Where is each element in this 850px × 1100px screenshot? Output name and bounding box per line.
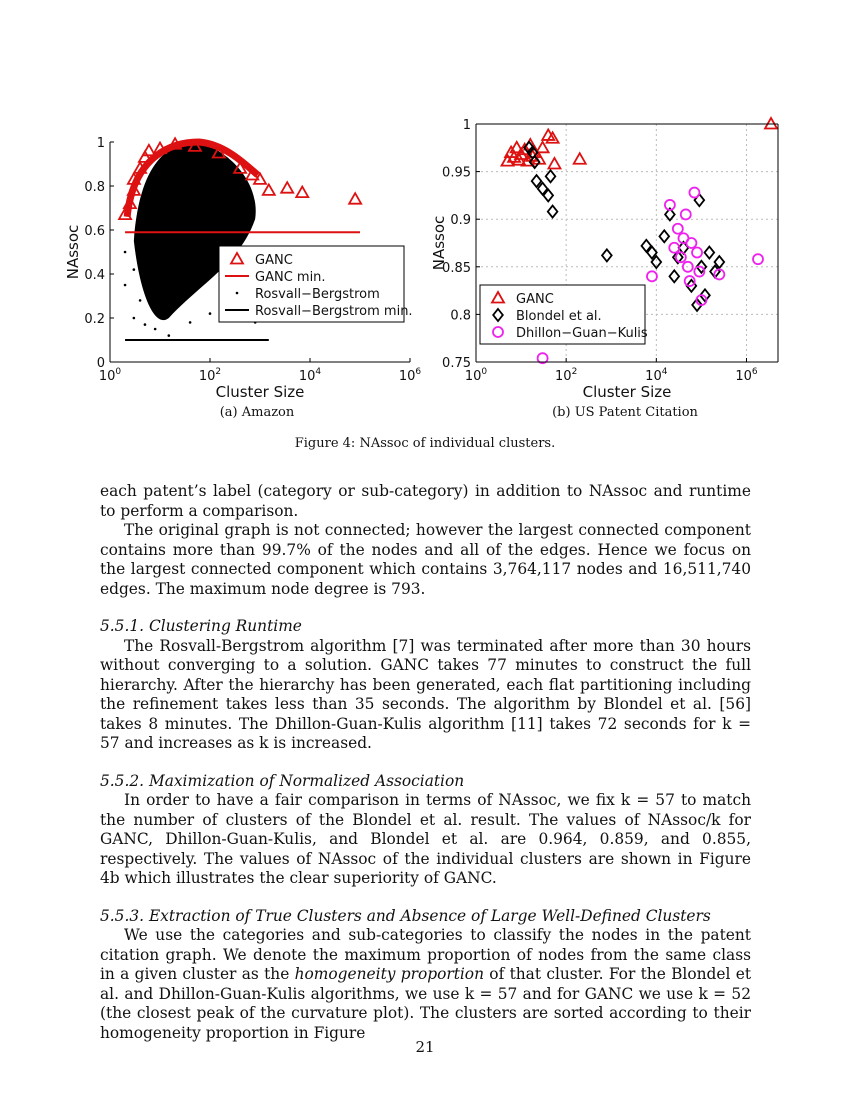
data-point [692,248,702,258]
subcaption-amazon: (a) Amazon [219,405,295,420]
data-point [705,247,715,259]
x-tick-label: $10^2$ [198,367,222,384]
paragraph-4: In order to have a fair comparison in terms of NAssoc, we fix k = 57 to match the number of clusters of the Blondel et al. result. The values of NAssoc/k for GANC, Dhillon-Guan-Kulis, and Blondel et al. are 0.964, 0.859, and 0.855, respectively. The values of NAssoc of the individual clusters are shown in Figure 4b which illustrates the clear superiority of GANC. [100,791,751,887]
data-point [189,321,192,324]
y-tick-label: 0.8 [450,308,471,324]
legend-label: Blondel et al. [516,309,602,324]
chart-us-patent [420,100,820,410]
paragraph-2: The original graph is not connected; however the largest connected component contains more than 99.7% of the nodes and all of the edges. Hence we focus on the largest connected component which contains 3,764,117 nodes and 16,511,740 edges. The maximum node degree is 793. [100,521,751,598]
y-tick-label: 0.85 [442,260,471,276]
y-tick-label: 0.75 [442,356,471,371]
y-axis-label: NAssoc [430,215,448,271]
section-heading-5-5-1: 5.5.1. Clustering Runtime [100,617,302,635]
data-point [669,270,679,282]
data-point [281,182,293,193]
data-point [144,323,147,326]
data-point [695,194,705,206]
x-tick-label: $10^6$ [398,367,422,384]
data-point [689,188,699,198]
section-heading-5-5-2: 5.5.2. Maximization of Normalized Association [100,771,465,790]
y-tick-label: 0.2 [84,312,105,327]
page-number: 21 [415,1038,435,1056]
legend-label: Dhillon−Guan−Kulis [516,326,648,341]
series-b-0 [502,118,778,168]
paragraph-5-part-2: of that cluster. For the Blondel et al. and Dhillon-Guan-Kulis algorithms, we use k = 57 and for GANC we use k = 52 (the closest peak of the curvature plot). The clusters are sorted according to their homogeneity proportion in Figure [100,965,752,1042]
data-point [686,238,696,248]
x-axis-label: Cluster Size [582,383,672,401]
x-tick-label: $10^0$ [464,367,488,384]
data-point [659,230,669,242]
legend-marker [236,292,239,295]
data-point [209,312,212,315]
data-point [546,170,556,182]
homogeneity-proportion-term: homogeneity proportion [294,965,484,983]
data-point [168,334,171,337]
data-point [139,299,142,302]
paragraph-1: each patent’s label (category or sub-category) in addition to NAssoc and runtime to perform a comparison. [100,482,751,520]
data-point [647,271,657,281]
figure-4 [0,100,850,460]
legend-label: Rosvall−Bergstrom min. [255,304,413,319]
y-tick-label: 0.4 [84,268,105,283]
data-point [124,284,127,287]
x-tick-label: $10^6$ [735,367,758,384]
legend [480,285,648,344]
paragraph-5-part-1: We use the categories and sub-categories to classify the nodes in the patent citation graph. We denote the maximum proportion of nodes from the same class in a given cluster as the [100,926,751,983]
y-tick-label: 0.8 [84,180,105,195]
y-tick-label: 0 [96,356,105,371]
data-point [602,249,612,261]
data-point [548,158,560,169]
data-point [349,193,361,204]
y-tick-label: 1 [96,136,105,151]
paragraph-5 [100,926,751,1043]
legend-label: Rosvall−Bergstrom [255,287,380,302]
data-point [124,251,127,254]
x-tick-label: $10^0$ [98,367,122,384]
x-axis-label: Cluster Size [215,383,305,401]
data-point [753,254,763,264]
data-point [681,209,691,219]
data-point [133,317,136,320]
body-text [100,482,751,1043]
figure-caption: Figure 4: NAssoc of individual clusters. [294,436,556,451]
data-point [574,153,586,164]
y-axis-label: NAssoc [64,224,82,280]
data-point [263,184,275,195]
x-tick-label: $10^2$ [555,367,578,384]
y-tick-label: 0.6 [84,224,105,239]
y-tick-label: 1 [462,118,471,133]
legend-label: GANC [255,253,293,268]
data-point [673,224,683,234]
data-point [765,118,777,129]
data-point [154,328,157,331]
data-point [133,268,136,271]
paragraph-3: The Rosvall-Bergstrom algorithm [7] was terminated after more than 30 hours without converging to a solution. GANC takes 77 minutes to construct the full hierarchy. After the hierarchy has been generated, each flat partitioning including the refinement takes less than 35 seconds. The algorithm by Blondel et al. [56] takes 8 minutes. The Dhillon-Guan-Kulis algorithm [11] takes 72 seconds for k = 57 and increases as k is increased. [100,636,751,752]
subcaption-us-patent: (b) US Patent Citation [552,405,698,420]
legend [219,246,413,322]
legend-label: GANC min. [255,270,326,285]
y-tick-label: 0.95 [442,165,471,181]
data-point [548,206,558,218]
section-heading-5-5-3: 5.5.3. Extraction of True Clusters and Absence of Large Well-Defined Clusters [100,906,711,925]
legend-label: GANC [516,292,554,307]
x-tick-label: $10^4$ [298,367,322,384]
x-tick-label: $10^4$ [645,367,668,384]
data-point [296,187,308,198]
y-tick-label: 0.9 [450,213,471,229]
